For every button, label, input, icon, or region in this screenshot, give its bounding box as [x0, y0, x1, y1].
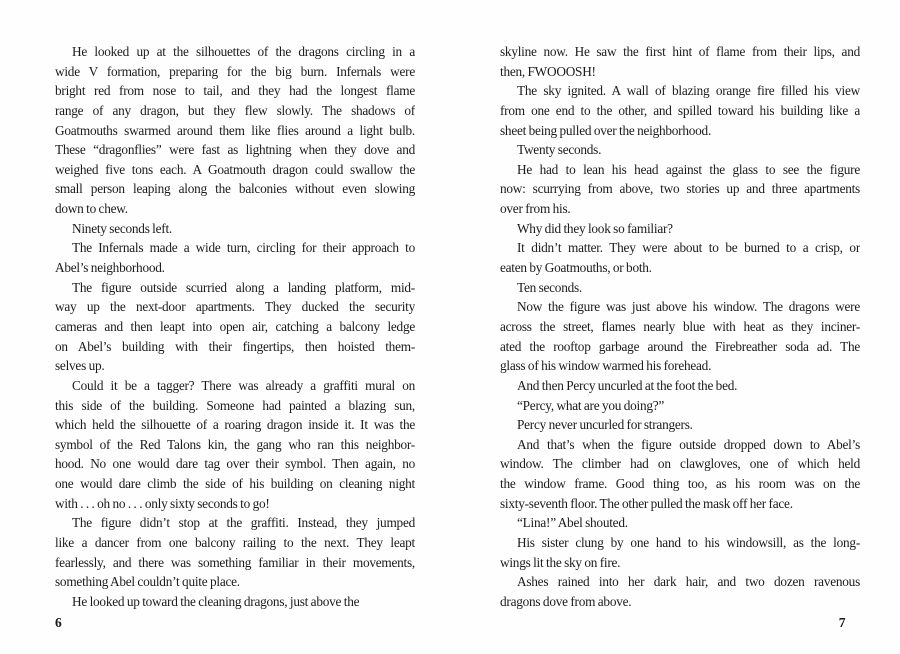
text-line: glass of his window warmed his forehead. [500, 358, 712, 374]
text-line: ated the rooftop garbage around the Firebreather soda ad. The [500, 338, 860, 354]
text-line: Goatmouths swarmed around them like flies around a light bulb. [55, 122, 415, 138]
text-line: Ten seconds. [517, 279, 582, 295]
text-line: with . . . oh no . . . only sixty seconds to go! [55, 495, 270, 511]
text-line: eaten by Goatmouths, or both. [500, 260, 652, 276]
text-line: sixty-seventh floor. The other pulled the mask off her face. [500, 495, 793, 511]
text-line: The figure outside scurried along a landing platform, mid- [72, 279, 415, 295]
text-line: “Percy, what are you doing?” [517, 397, 665, 413]
text-line: And then Percy uncurled at the foot the bed. [517, 377, 738, 393]
text-line: hood. No one would dare tag over their symbol. Then again, no [55, 456, 415, 472]
text-line: on Abel’s building with their fingertips, then hoisted them- [55, 338, 415, 354]
text-line: fearlessly, and there was something familiar in their movements, [55, 554, 415, 570]
text-line: Why did they look so familiar? [517, 220, 673, 236]
text-line: These “dragonflies” were fast as lightning when they dove and [55, 142, 415, 158]
page-number-right: 7 [838, 614, 846, 630]
text-line: His sister clung by one hand to his windowsill, as the long- [517, 535, 860, 551]
text-line: window. The climber had on clawgloves, one of which held [500, 456, 860, 472]
text-line: The sky ignited. A wall of blazing orange fire filled his view [517, 83, 860, 99]
text-line: sheet being pulled over the neighborhood. [500, 122, 712, 138]
text-line: this side of the building. Someone had painted a blazing sun, [55, 397, 415, 413]
text-line: bright red from nose to tail, and they had the longest flame [55, 83, 415, 99]
text-line: He had to lean his head against the glass to see the figure [517, 161, 860, 177]
text-line: Now the figure was just above his window. The dragons were [517, 299, 860, 315]
text-line: “Lina!” Abel shouted. [517, 515, 628, 531]
text-line: from one end to the other, and spilled toward his building like a [500, 102, 860, 118]
text-line: And that’s when the figure outside dropped down to Abel’s [517, 436, 860, 452]
text-line: wings lit the sky on fire. [500, 554, 621, 570]
text-line: Ninety seconds left. [72, 220, 172, 236]
text-line: Twenty seconds. [517, 142, 602, 158]
text-line: then, FWOOOSH! [500, 63, 596, 79]
page-number-left: 6 [55, 614, 63, 630]
text-line: the window frame. Good thing too, as his room was on the [500, 476, 860, 492]
text-line: The figure didn’t stop at the graffiti. Instead, they jumped [72, 515, 415, 531]
text-line: Ashes rained into her dark hair, and two dozen ravenous [517, 574, 860, 590]
text-line: like a dancer from one balcony railing to the next. They leapt [55, 535, 415, 551]
text-line: one would dare climb the side of his building on cleaning night [55, 476, 415, 492]
text-line: now: scurrying from above, two stories up and three apartments [500, 181, 860, 197]
text-line: across the street, flames nearly blue with heat as they inciner- [500, 318, 860, 334]
page-right-text-block [500, 42, 860, 612]
text-line: skyline now. He saw the first hint of flame from their lips, and [500, 44, 860, 59]
text-line: dragons dove from above. [500, 593, 632, 609]
text-line: Percy never uncurled for strangers. [517, 417, 693, 433]
text-line: wide V formation, preparing for the big burn. Infernals were [55, 63, 415, 79]
text-line: He looked up at the silhouettes of the dragons circling in a [72, 44, 415, 59]
text-line: small person leaping along the balconies without even slowing [55, 181, 415, 197]
page-right [500, 42, 860, 631]
text-line: something Abel couldn’t quite place. [55, 574, 240, 590]
text-line: which held the silhouette of a roaring dragon inside it. It was the [55, 417, 415, 433]
text-line: selves up. [55, 358, 105, 374]
page-left [55, 42, 415, 631]
text-line: over from his. [500, 201, 571, 217]
page-left-text-block [55, 42, 415, 612]
text-line: It didn’t matter. They were about to be burned to a crisp, or [517, 240, 860, 256]
text-line: weighed five tons each. A Goatmouth dragon could swallow the [55, 161, 415, 177]
text-line: Abel’s neighborhood. [55, 260, 165, 276]
text-line: Could it be a tagger? There was already a graffiti mural on [72, 377, 415, 393]
text-line: He looked up toward the cleaning dragons, just above the [72, 593, 360, 609]
text-line: symbol of the Red Talons kin, the gang who ran this neighbor- [55, 436, 415, 452]
text-line: way up the next-door apartments. They ducked the security [55, 299, 415, 315]
text-line: range of any dragon, but they flew slowly. The shadows of [55, 102, 415, 118]
text-line: cameras and then leapt into open air, catching a balcony ledge [55, 318, 415, 334]
text-line: down to chew. [55, 201, 128, 217]
text-line: The Infernals made a wide turn, circling for their approach to [72, 240, 415, 256]
